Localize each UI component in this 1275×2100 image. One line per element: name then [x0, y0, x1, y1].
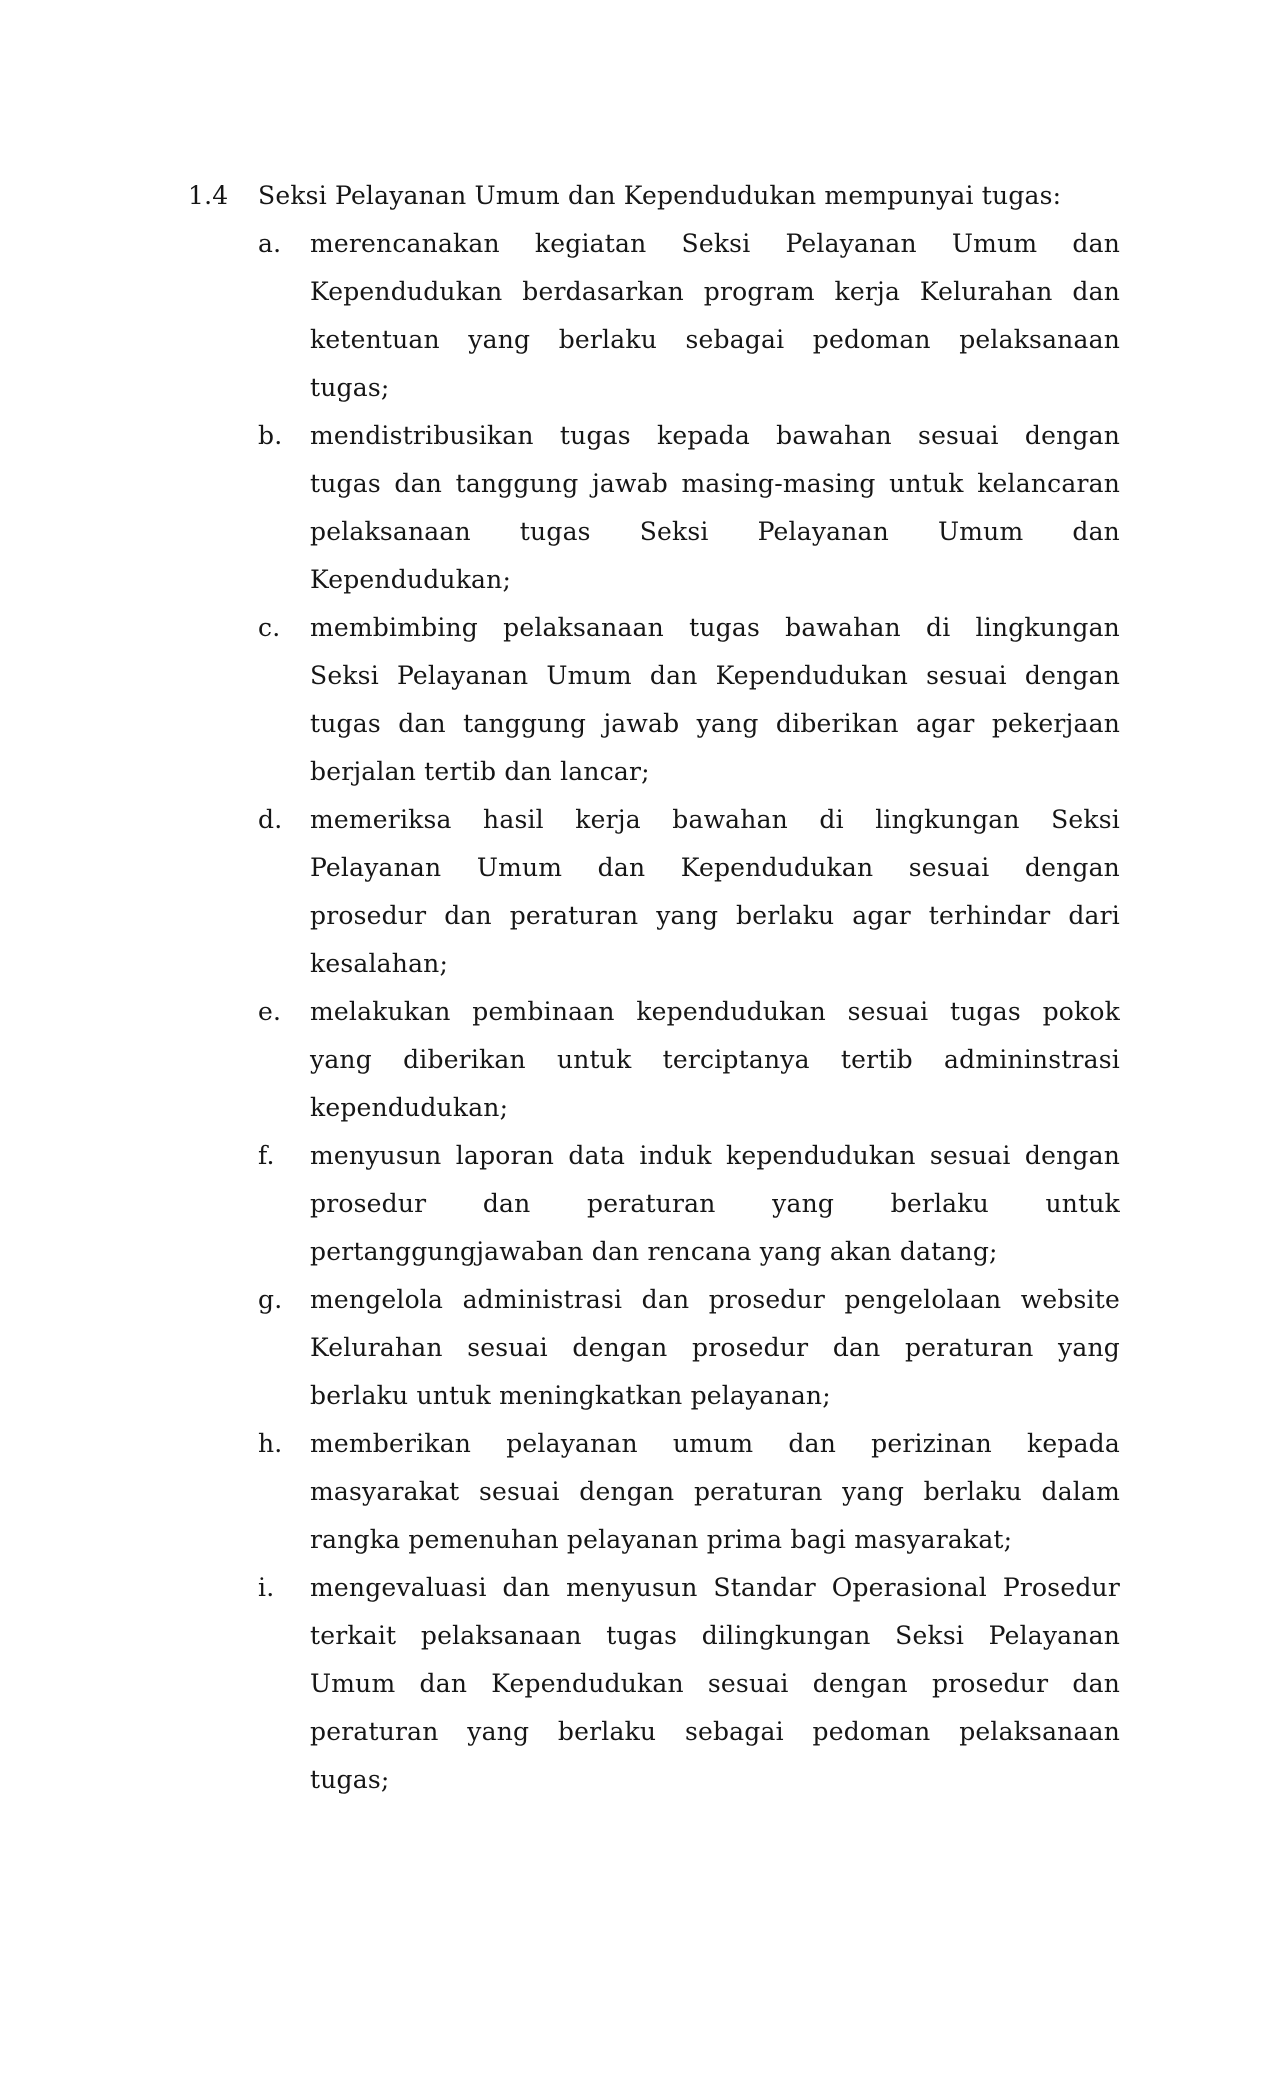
text-line: mengelola administrasi dan prosedur pengelolaan website — [310, 1285, 1120, 1314]
text-line: tugas; — [310, 1765, 390, 1794]
text-line: tugas dan tanggung jawab yang diberikan agar pekerjaan — [310, 709, 1120, 738]
list-item-text — [310, 412, 1120, 604]
list-item-text — [310, 796, 1120, 988]
text-line: ketentuan yang berlaku sebagai pedoman pelaksanaan — [310, 325, 1120, 354]
text-line: membimbing pelaksanaan tugas bawahan di lingkungan — [310, 613, 1120, 642]
list-item-text — [310, 988, 1120, 1132]
list-item-text — [310, 1420, 1120, 1564]
list-item-d — [258, 796, 1120, 988]
text-line: memberikan pelayanan umum dan perizinan kepada — [310, 1429, 1120, 1458]
text-line: melakukan pembinaan kependudukan sesuai tugas pokok — [310, 997, 1120, 1026]
text-line: menyusun laporan data induk kependudukan sesuai dengan — [310, 1141, 1120, 1170]
text-line: Kelurahan sesuai dengan prosedur dan peraturan yang — [310, 1333, 1120, 1362]
text-line: rangka pemenuhan pelayanan prima bagi masyarakat; — [310, 1525, 1013, 1554]
text-line: tugas; — [310, 373, 390, 402]
text-line: peraturan yang berlaku sebagai pedoman pelaksanaan — [310, 1717, 1120, 1746]
list-item-e — [258, 988, 1120, 1132]
list-item-marker: h. — [258, 1429, 283, 1458]
list-item-marker: c. — [258, 613, 281, 642]
list-item-h — [258, 1420, 1120, 1564]
list-item-text — [310, 220, 1120, 412]
list-item-marker: f. — [258, 1141, 275, 1170]
list-item-text — [310, 604, 1120, 796]
text-line: merencanakan kegiatan Seksi Pelayanan Umum dan — [310, 229, 1120, 258]
text-line: prosedur dan peraturan yang berlaku agar terhindar dari — [310, 901, 1120, 930]
text-line: berlaku untuk meningkatkan pelayanan; — [310, 1381, 831, 1410]
text-line: prosedur dan peraturan yang berlaku untuk — [310, 1189, 1120, 1218]
list-item-text — [310, 1564, 1120, 1804]
list-item-marker: i. — [258, 1573, 275, 1602]
section-1-4 — [188, 172, 1120, 1804]
list-item-f — [258, 1132, 1120, 1276]
text-line: Kependudukan berdasarkan program kerja Kelurahan dan — [310, 277, 1120, 306]
text-line: memeriksa hasil kerja bawahan di lingkungan Seksi — [310, 805, 1120, 834]
task-list — [258, 220, 1120, 1804]
text-line: tugas dan tanggung jawab masing-masing untuk kelancaran — [310, 469, 1120, 498]
list-item-text — [310, 1132, 1120, 1276]
text-line: yang diberikan untuk terciptanya tertib admininstrasi — [310, 1045, 1120, 1074]
section-heading — [188, 172, 1120, 220]
list-item-marker: b. — [258, 421, 283, 450]
text-line: Pelayanan Umum dan Kependudukan sesuai dengan — [310, 853, 1120, 882]
text-line: mendistribusikan tugas kepada bawahan sesuai dengan — [310, 421, 1120, 450]
section-title: Seksi Pelayanan Umum dan Kependudukan mempunyai tugas: — [258, 181, 1062, 210]
text-line: mengevaluasi dan menyusun Standar Operasional Prosedur — [310, 1573, 1120, 1602]
list-item-g — [258, 1276, 1120, 1420]
text-line: masyarakat sesuai dengan peraturan yang berlaku dalam — [310, 1477, 1120, 1506]
list-item-a — [258, 220, 1120, 412]
section-number: 1.4 — [188, 181, 229, 210]
list-item-i — [258, 1564, 1120, 1804]
list-item-c — [258, 604, 1120, 796]
list-item-text — [310, 1276, 1120, 1420]
text-line: Seksi Pelayanan Umum dan Kependudukan sesuai dengan — [310, 661, 1120, 690]
text-line: kependudukan; — [310, 1093, 509, 1122]
text-line: pelaksanaan tugas Seksi Pelayanan Umum dan — [310, 517, 1120, 546]
text-line: Kependudukan; — [310, 565, 512, 594]
text-line: pertanggungjawaban dan rencana yang akan datang; — [310, 1237, 998, 1266]
list-item-marker: a. — [258, 229, 282, 258]
text-line: berjalan tertib dan lancar; — [310, 757, 650, 786]
list-item-b — [258, 412, 1120, 604]
text-line: Umum dan Kependudukan sesuai dengan prosedur dan — [310, 1669, 1120, 1698]
list-item-marker: e. — [258, 997, 282, 1026]
text-line: kesalahan; — [310, 949, 449, 978]
list-item-marker: d. — [258, 805, 283, 834]
list-item-marker: g. — [258, 1285, 283, 1314]
text-line: terkait pelaksanaan tugas dilingkungan Seksi Pelayanan — [310, 1621, 1120, 1650]
